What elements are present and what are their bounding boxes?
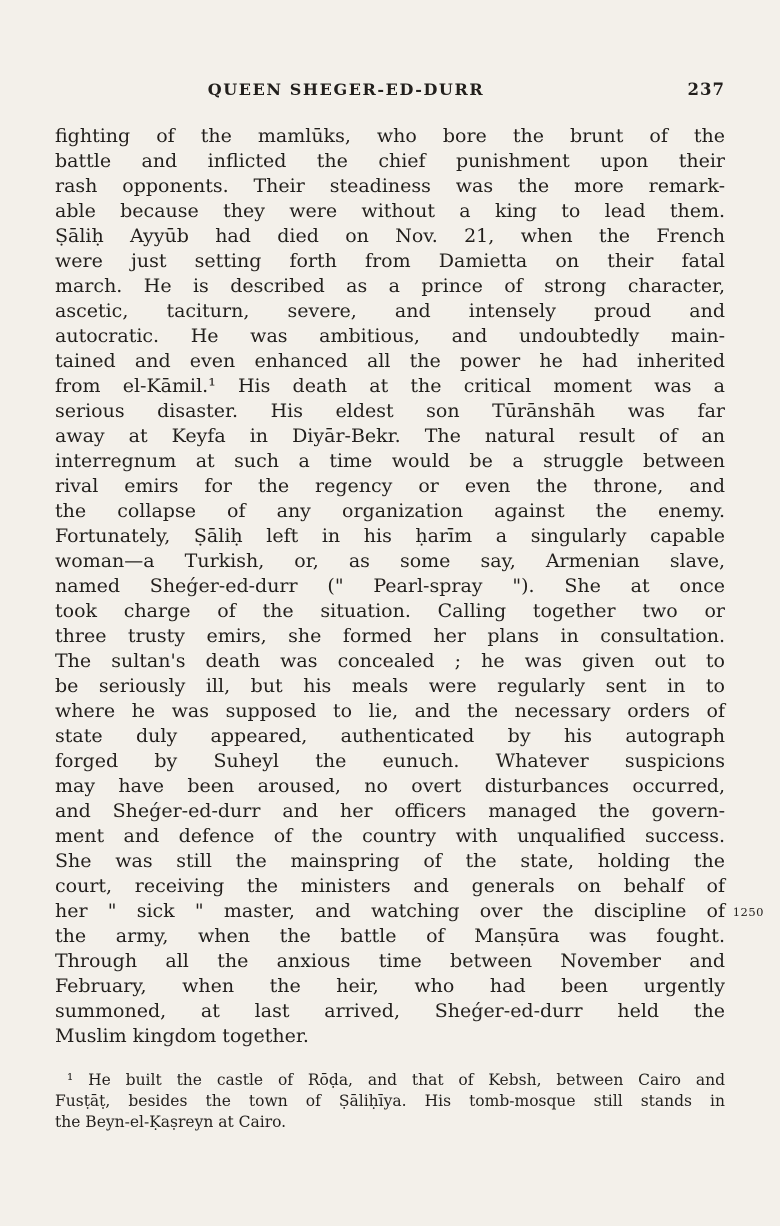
text-line: the collapse of any organization against the enemy. <box>55 500 725 522</box>
text-line: her " sick " master, and watching over the discipline of <box>55 900 725 922</box>
text-line: may have been aroused, no overt disturbances occurred, <box>55 775 725 797</box>
text-line: February, when the heir, who had been urgently <box>55 975 725 997</box>
page-number: 237 <box>687 80 725 99</box>
page-header <box>55 80 725 102</box>
text-line: autocratic. He was ambitious, and undoubtedly main- <box>55 325 725 347</box>
text-line: ¹ He built the castle of Rōḍa, and that of Kebsh, between Cairo and <box>67 1071 725 1089</box>
text-line: Fortunately, Ṣāliḥ left in his ḥarīm a singularly capable <box>55 525 725 547</box>
text-line: the Beyn-el-Ḳaṣreyn at Cairo. <box>55 1113 287 1131</box>
running-head-title: QUEEN SHEGER-ED-DURR <box>207 80 485 99</box>
text-line: took charge of the situation. Calling together two or <box>55 600 725 622</box>
text-line: forged by Suheyl the eunuch. Whatever suspicions <box>55 750 725 772</box>
text-line: battle and inflicted the chief punishment upon their <box>55 150 725 172</box>
text-line: where he was supposed to lie, and the necessary orders of <box>55 700 725 722</box>
text-line: state duly appeared, authenticated by his autograph <box>55 725 725 747</box>
text-line: tained and even enhanced all the power he had inherited <box>55 350 725 372</box>
text-line: The sultan's death was concealed ; he was given out to <box>55 650 725 672</box>
body-text <box>55 124 725 1049</box>
text-line: ment and defence of the country with unqualified success. <box>55 825 725 847</box>
text-line: summoned, at last arrived, Sheǵer-ed-durr held the <box>55 1000 725 1022</box>
text-line: able because they were without a king to lead them. <box>55 200 725 222</box>
text-line: rash opponents. Their steadiness was the more remark- <box>55 175 725 197</box>
text-line: Ṣāliḥ Ayyūb had died on Nov. 21, when the French <box>55 225 725 247</box>
text-line: She was still the mainspring of the state, holding the <box>55 850 725 872</box>
text-line: from el-Kāmil.¹ His death at the critical moment was a <box>55 375 725 397</box>
text-line: ascetic, taciturn, severe, and intensely proud and <box>55 300 725 322</box>
text-line: and Sheǵer-ed-durr and her officers managed the govern- <box>55 800 725 822</box>
text-line: court, receiving the ministers and generals on behalf of <box>55 875 725 897</box>
text-line: three trusty emirs, she formed her plans in consultation. <box>55 625 725 647</box>
text-line: Muslim kingdom together. <box>55 1025 309 1047</box>
text-line: Through all the anxious time between November and <box>55 950 725 972</box>
text-line: march. He is described as a prince of strong character, <box>55 275 725 297</box>
text-line: woman—a Turkish, or, as some say, Armenian slave, <box>55 550 725 572</box>
footnote <box>55 1070 725 1133</box>
margin-year-note: 1250 <box>732 905 764 919</box>
text-line: were just setting forth from Damietta on their fatal <box>55 250 725 272</box>
text-line: be seriously ill, but his meals were regularly sent in to <box>55 675 725 697</box>
text-line: rival emirs for the regency or even the throne, and <box>55 475 725 497</box>
text-line: away at Keyfa in Diyār-Bekr. The natural result of an <box>55 425 725 447</box>
text-line: fighting of the mamlūks, who bore the brunt of the <box>55 125 725 147</box>
text-line: serious disaster. His eldest son Tūrānshāh was far <box>55 400 725 422</box>
text-line: interregnum at such a time would be a struggle between <box>55 450 725 472</box>
text-line: named Sheǵer-ed-durr (" Pearl-spray "). She at once <box>55 575 725 597</box>
text-line: Fusṭāṭ, besides the town of Ṣāliḥīya. His tomb-mosque still stands in <box>55 1092 725 1110</box>
text-line: the army, when the battle of Manṣūra was fought. <box>55 925 725 947</box>
